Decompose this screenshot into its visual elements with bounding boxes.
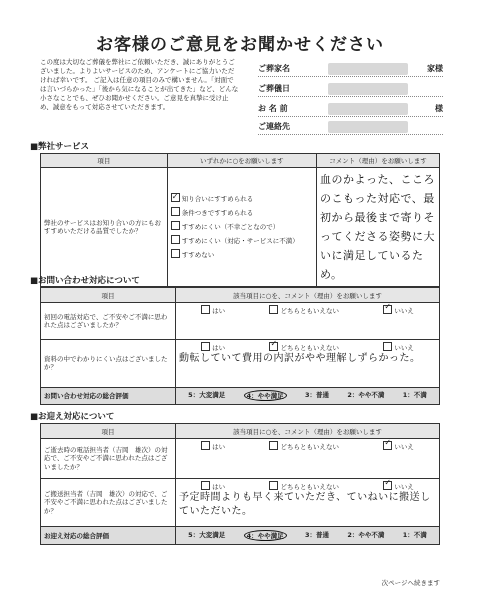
inquiry-summary-label: お問い合わせ対応の総合評価 bbox=[41, 387, 176, 404]
col-item: 項目 bbox=[41, 424, 176, 439]
intro-text: この度は大切なご葬儀を弊社にご依頼いただき、誠にありがとうございました。よりよいサービスのため、アンケートにご協力いただければ幸いです。 ご記入は任意の項目のみで構いません。「対面では言いづらかった」「後から気になることが出てきた」など、どんな小さなことでも、ぜひお聞かせください。ご意見を真摯に受け止め、誠意をもって対応させていただきます。 bbox=[40, 58, 239, 111]
section-service-title: ■弊社サービス bbox=[30, 142, 90, 152]
redacted-value bbox=[328, 103, 408, 115]
checkbox-checked[interactable] bbox=[269, 342, 278, 351]
checkbox[interactable] bbox=[383, 342, 392, 351]
checkbox[interactable] bbox=[171, 221, 180, 230]
checkbox[interactable] bbox=[171, 235, 180, 244]
col-item: 項目 bbox=[41, 154, 168, 168]
col-comment: コメント（理由）をお願いします bbox=[316, 154, 439, 168]
transport-options: はい どちらともいえない ✓ いいえ bbox=[179, 481, 436, 491]
handwritten-comment: 血のかよった、こころのこもった対応で、最初から最後まで寄りそってくださる姿勢に大いに満足しているため。 bbox=[316, 168, 439, 287]
redacted-value bbox=[328, 121, 408, 133]
documents-options: はい ✓ どちらともいえない いいえ bbox=[179, 342, 436, 352]
checkbox-checked[interactable] bbox=[383, 441, 392, 450]
recommend-options bbox=[167, 168, 316, 287]
checkbox[interactable] bbox=[201, 342, 210, 351]
name-label: お 名 前 bbox=[258, 104, 288, 113]
checkbox-checked[interactable] bbox=[171, 193, 180, 202]
pickup-table bbox=[40, 423, 440, 545]
handwritten-comment: 予定時間よりも早く来ていただき、ていねいに搬送していただいた。 bbox=[179, 491, 431, 517]
contact-label: ご連絡先 bbox=[258, 122, 290, 131]
col-choice: いずれかに○をお願いします bbox=[167, 154, 316, 168]
rating-selected[interactable]: 4：やや満足 bbox=[244, 390, 287, 401]
checkbox[interactable] bbox=[269, 305, 278, 314]
funeral-date-field[interactable] bbox=[258, 82, 443, 97]
checkbox-checked[interactable] bbox=[383, 305, 392, 314]
checkbox[interactable] bbox=[269, 441, 278, 450]
option-conditional[interactable]: 条件つきですすめられる bbox=[171, 206, 313, 220]
phone-question: 初回の電話対応で、ご不安やご不満に思われた点はございましたか？ bbox=[41, 303, 176, 340]
redacted-value bbox=[328, 63, 408, 75]
checkbox[interactable] bbox=[171, 207, 180, 216]
checkbox-checked[interactable] bbox=[383, 481, 392, 490]
section-pickup-title: ■お迎え対応について bbox=[30, 412, 115, 422]
inquiry-rating: 5：大変満足 4：やや満足 3：普通 2：やや不満 1：不満 bbox=[188, 391, 427, 401]
documents-question: 資料の中でわかりにくい点はございましたか？ bbox=[41, 339, 176, 387]
phone-options: はい どちらともいえない ✓ いいえ bbox=[179, 305, 436, 315]
name-suffix: 様 bbox=[435, 104, 443, 113]
family-name-label: ご葬家名 bbox=[258, 64, 290, 73]
death-phone-question: ご逝去時の電話担当者（吉岡 雄次）の対応で、ご不安やご不満に思われた点はございましたか？ bbox=[41, 439, 176, 479]
page-title: お客様のご意見をお聞かせください bbox=[96, 35, 384, 55]
service-table bbox=[40, 153, 440, 287]
col-choice: 該当項目に○を、コメント（理由）をお願いします bbox=[176, 424, 440, 439]
pickup-rating: 5：大変満足 4：やや満足 3：普通 2：やや不満 1：不満 bbox=[188, 531, 427, 541]
option-hard-dissatisfied[interactable]: すすめにくい（対応・サービスに不満） bbox=[171, 234, 313, 248]
option-recommend[interactable]: ✓知り合いにすすめられる bbox=[171, 192, 313, 206]
inquiry-table bbox=[40, 287, 440, 405]
option-not-recommend[interactable]: すすめない bbox=[171, 248, 313, 262]
name-field[interactable] bbox=[258, 102, 443, 117]
recommend-question: 弊社のサービスはお知り合いの方にもおすすめいただける品質でしたか？ bbox=[41, 168, 168, 287]
pickup-summary-label: お迎え対応の総合評価 bbox=[41, 527, 176, 545]
redacted-value bbox=[328, 83, 408, 95]
funeral-date-label: ご葬儀日 bbox=[258, 84, 290, 93]
rating-selected[interactable]: 4：やや満足 bbox=[244, 530, 287, 541]
col-item: 項目 bbox=[41, 288, 176, 303]
death-phone-options: はい どちらともいえない ✓ いいえ bbox=[179, 441, 436, 451]
checkbox[interactable] bbox=[201, 305, 210, 314]
section-inquiry-title: ■お問い合わせ対応について bbox=[30, 276, 140, 286]
checkbox[interactable] bbox=[201, 481, 210, 490]
handwritten-comment: 動転していて費用の内訳がやや理解しずらかった。 bbox=[179, 352, 421, 364]
checkbox[interactable] bbox=[269, 481, 278, 490]
col-choice: 該当項目に○を、コメント（理由）をお願いします bbox=[176, 288, 440, 303]
checkbox[interactable] bbox=[171, 249, 180, 258]
option-hard-misfortune[interactable]: すすめにくい（不幸ごとなので） bbox=[171, 220, 313, 234]
next-page-note: 次ページへ続きます bbox=[381, 579, 440, 587]
family-name-field[interactable] bbox=[258, 62, 443, 77]
transport-question: ご搬送担当者（吉岡 雄次）の対応で、ご不安やご不満に思われた点はございましたか？ bbox=[41, 478, 176, 526]
family-name-suffix: 家様 bbox=[427, 64, 443, 73]
contact-field[interactable] bbox=[258, 120, 443, 135]
checkbox[interactable] bbox=[201, 441, 210, 450]
